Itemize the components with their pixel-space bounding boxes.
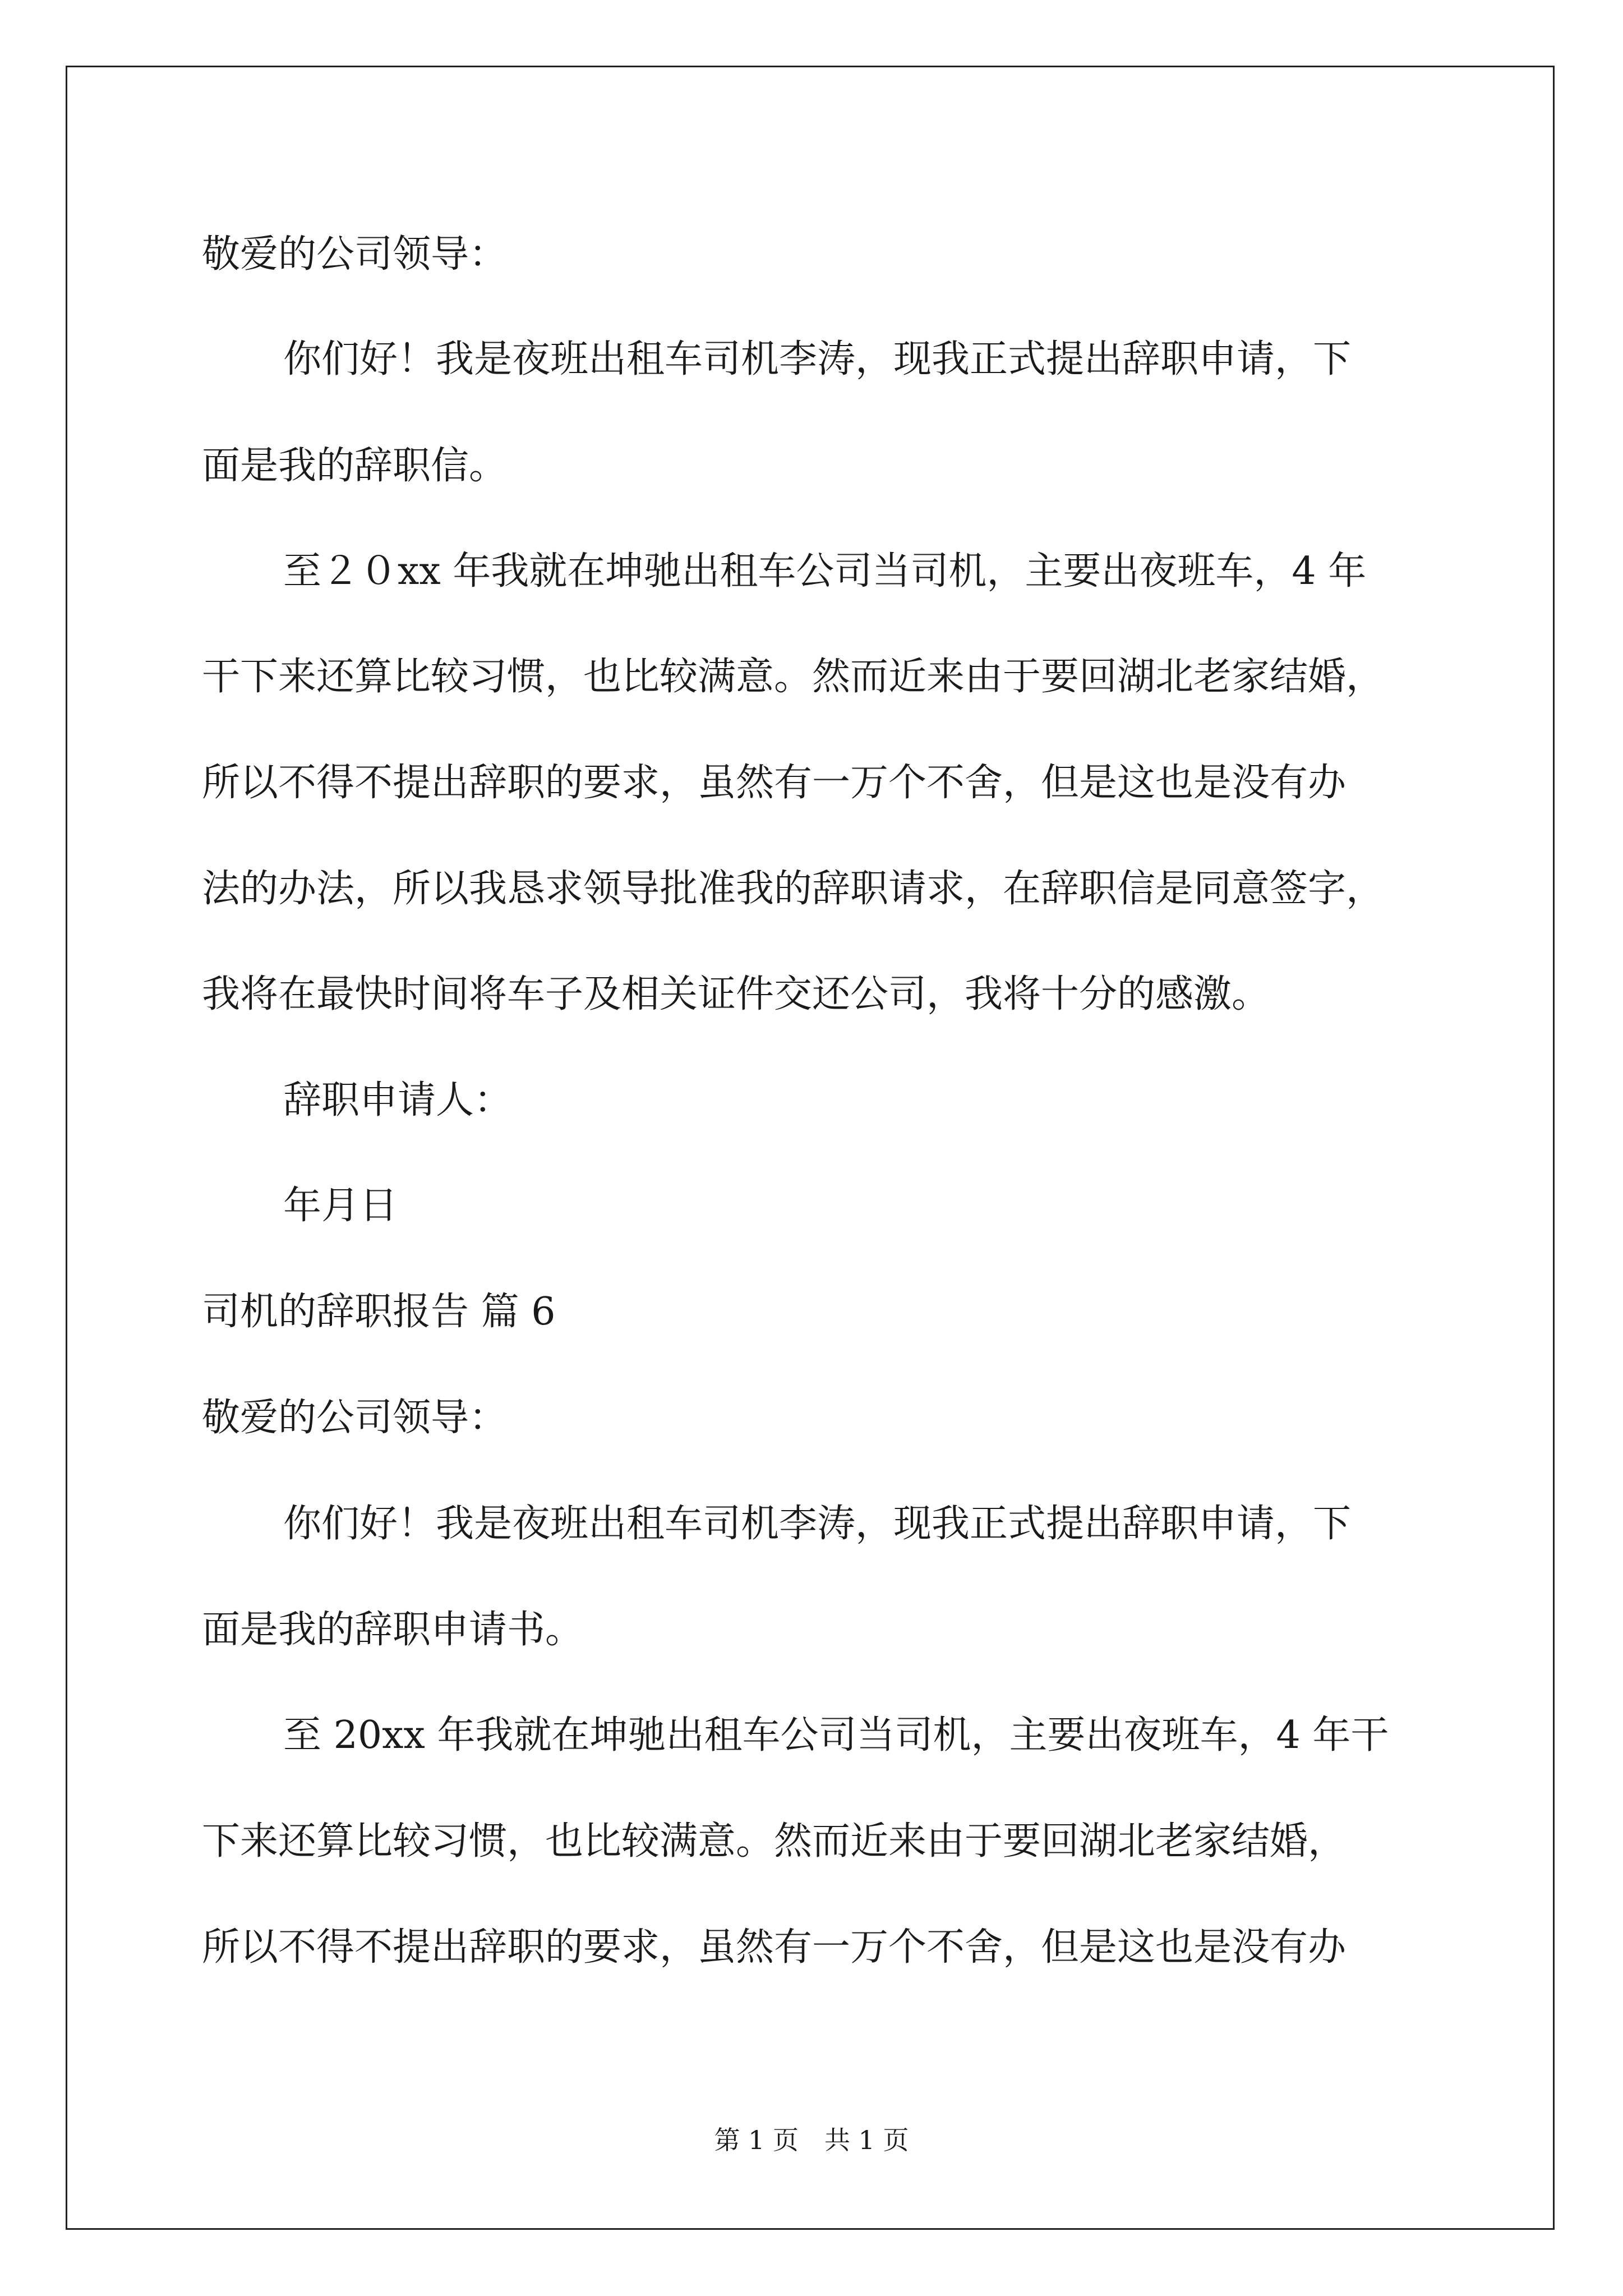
page-number-footer: 第 1 页 共 1 页 [714, 2125, 909, 2155]
paragraph-line: 你们好！我是夜班出租车司机李涛，现我正式提出辞职申请，下 [283, 1502, 1352, 1546]
paragraph-line: 至２０xx 年我就在坤驰出租车公司当司机，主要出夜班车，4 年 [283, 549, 1367, 593]
date-label: 年月日 [283, 1184, 398, 1228]
paragraph-line: 所以不得不提出辞职的要求，虽然有一万个不舍，但是这也是没有办 [202, 1925, 1347, 1970]
paragraph-line: 面是我的辞职信。 [202, 444, 508, 488]
paragraph-line: 至 20xx 年我就在坤驰出租车公司当司机，主要出夜班车，4 年干 [283, 1713, 1389, 1757]
paragraph-line: 面是我的辞职申请书。 [202, 1608, 584, 1652]
paragraph-line: 下来还算比较习惯，也比较满意。然而近来由于要回湖北老家结婚， [202, 1819, 1347, 1864]
paragraph-line: 你们好！我是夜班出租车司机李涛，现我正式提出辞职申请，下 [283, 337, 1352, 381]
paragraph-line: 我将在最快时间将车子及相关证件交还公司，我将十分的感激。 [202, 972, 1270, 1016]
salutation-2: 敬爱的公司领导： [202, 1396, 508, 1440]
signature-label: 辞职申请人： [283, 1078, 513, 1122]
paragraph-line: 法的办法，所以我恳求领导批准我的辞职请求，在辞职信是同意签字， [202, 867, 1385, 911]
salutation-1: 敬爱的公司领导： [202, 232, 508, 277]
section-heading: 司机的辞职报告 篇 6 [202, 1290, 556, 1334]
paragraph-line: 干下来还算比较习惯，也比较满意。然而近来由于要回湖北老家结婚， [202, 655, 1385, 699]
page-border [66, 66, 1555, 2230]
paragraph-line: 所以不得不提出辞职的要求，虽然有一万个不舍，但是这也是没有办 [202, 761, 1347, 805]
